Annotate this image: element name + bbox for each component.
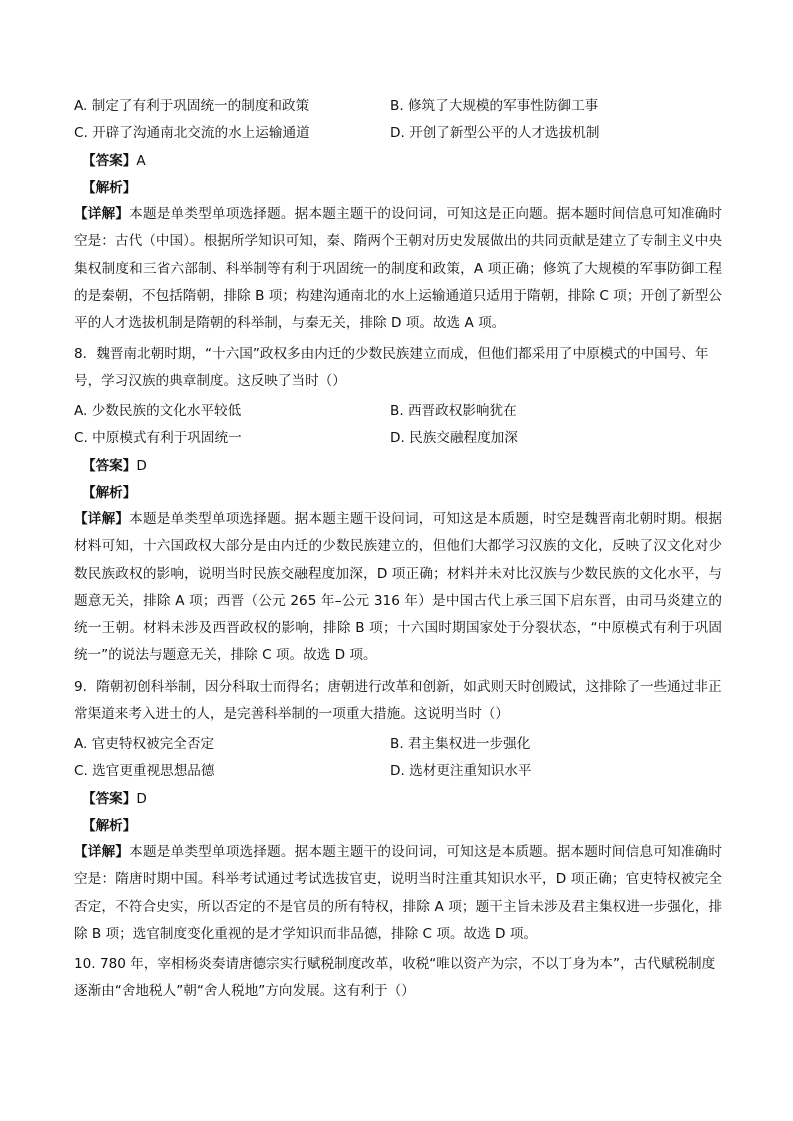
q9-option-a: A. 官吏特权被完全否定: [74, 736, 215, 752]
q7-answer: 【答案】A: [82, 153, 146, 169]
q7-option-a: A. 制定了有利于巩固统一的制度和政策: [74, 98, 310, 114]
q7-analysis-label: 【解析】: [82, 180, 137, 196]
q10-stem: 10. 780 年，宰相杨炎奏请唐德宗实行赋税制度改革，收税“唯以资产为宗，不以丁身为本”，古代赋税制度逐渐由“舍地税人”朝“舍人税地”方向发展。这有利于（）: [74, 956, 716, 1000]
q9-detail: 【详解】本题是单类型单项选择题。据本题主题干的设问词，可知这是本质题。据本题时间信息可知准确时空是：隋唐时期中国。科举考试通过考试选拔官吏，说明当时注重其知识水平，D 项正确；官吏特权被完全否定，不符合史实，所以否定的不是官员的所有特权，排除 A 项；题干主旨未涉及君主集权进一步强化，排除 B 项；选官制度变化重视的是才学知识而非品德，排除 C 项。故选 D 项。: [74, 844, 723, 942]
q8-options-row-1: [74, 401, 724, 421]
q9-options-row-2: [74, 761, 724, 781]
q7-option-c: C. 开辟了沟通南北交流的水上运输通道: [74, 125, 310, 141]
q8-stem: 8．魏晋南北朝时期，“十六国”政权多由内迁的少数民族建立而成，但他们都采用了中原模式的中国号、年号，学习汉族的典章制度。这反映了当时（）: [74, 346, 709, 390]
q9-answer: 【答案】D: [82, 791, 147, 807]
q9-analysis-label: 【解析】: [82, 818, 137, 834]
q9-option-c: C. 选官更重视思想品德: [74, 763, 215, 779]
q9-options-row-1: [74, 734, 724, 754]
q8-option-b: B. 西晋政权影响犹在: [390, 403, 517, 419]
q8-option-a: A. 少数民族的文化水平较低: [74, 403, 242, 419]
q8-options-row-2: [74, 428, 724, 448]
q7-options-row-1: [74, 96, 724, 116]
q7-options-row-2: [74, 123, 724, 143]
q9-option-d: D. 选材更注重知识水平: [390, 763, 532, 779]
q9-stem: 9．隋朝初创科举制，因分科取士而得名；唐朝进行改革和创新，如武则天时创殿试，这排除了一些通过非正常渠道来考入进士的人，是完善科举制的一项重大措施。这说明当时（）: [74, 679, 722, 723]
q9-option-b: B. 君主集权进一步强化: [390, 736, 531, 752]
q8-option-c: C. 中原模式有利于巩固统一: [74, 430, 242, 446]
q8-answer: 【答案】D: [82, 458, 147, 474]
q7-option-b: B. 修筑了大规模的军事性防御工事: [390, 98, 599, 114]
q7-detail: 【详解】本题是单类型单项选择题。据本题主题干的设问词，可知这是正向题。据本题时间信息可知准确时空是：古代（中国）。根据所学知识可知，秦、隋两个王朝对历史发展做出的共同贡献是建立了专制主义中央集权制度和三省六部制、科举制等有利于巩固统一的制度和政策，A 项正确；修筑了大规模的军事防御工程的是秦朝，不包括隋朝，排除 B 项；构建沟通南北的水上运输通道只适用于隋朝，排除 C 项；开创了新型公平的人才选拔机制是隋朝的科举制，与秦无关，排除 D 项。故选 A 项。: [74, 206, 723, 332]
q7-option-d: D. 开创了新型公平的人才选拔机制: [390, 125, 600, 141]
q8-option-d: D. 民族交融程度加深: [390, 430, 518, 446]
q8-detail: 【详解】本题是单类型单项选择题。据本题主题干设问词，可知这是本质题，时空是魏晋南北朝时期。根据材料可知，十六国政权大部分是由内迁的少数民族建立的，但他们大都学习汉族的文化，反映了汉文化对少数民族政权的影响，说明当时民族交融程度加深，D 项正确；材料并未对比汉族与少数民族的文化水平，与题意无关，排除 A 项；西晋（公元 265 年–公元 316 年）是中国古代上承三国下启东晋，由司马炎建立的统一王朝。材料未涉及西晋政权的影响，排除 B 项；十六国时期国家处于分裂状态，“中原模式有利于巩固统一”的说法与题意无关，排除 C 项。故选 D 项。: [74, 511, 723, 664]
q8-analysis-label: 【解析】: [82, 485, 137, 501]
